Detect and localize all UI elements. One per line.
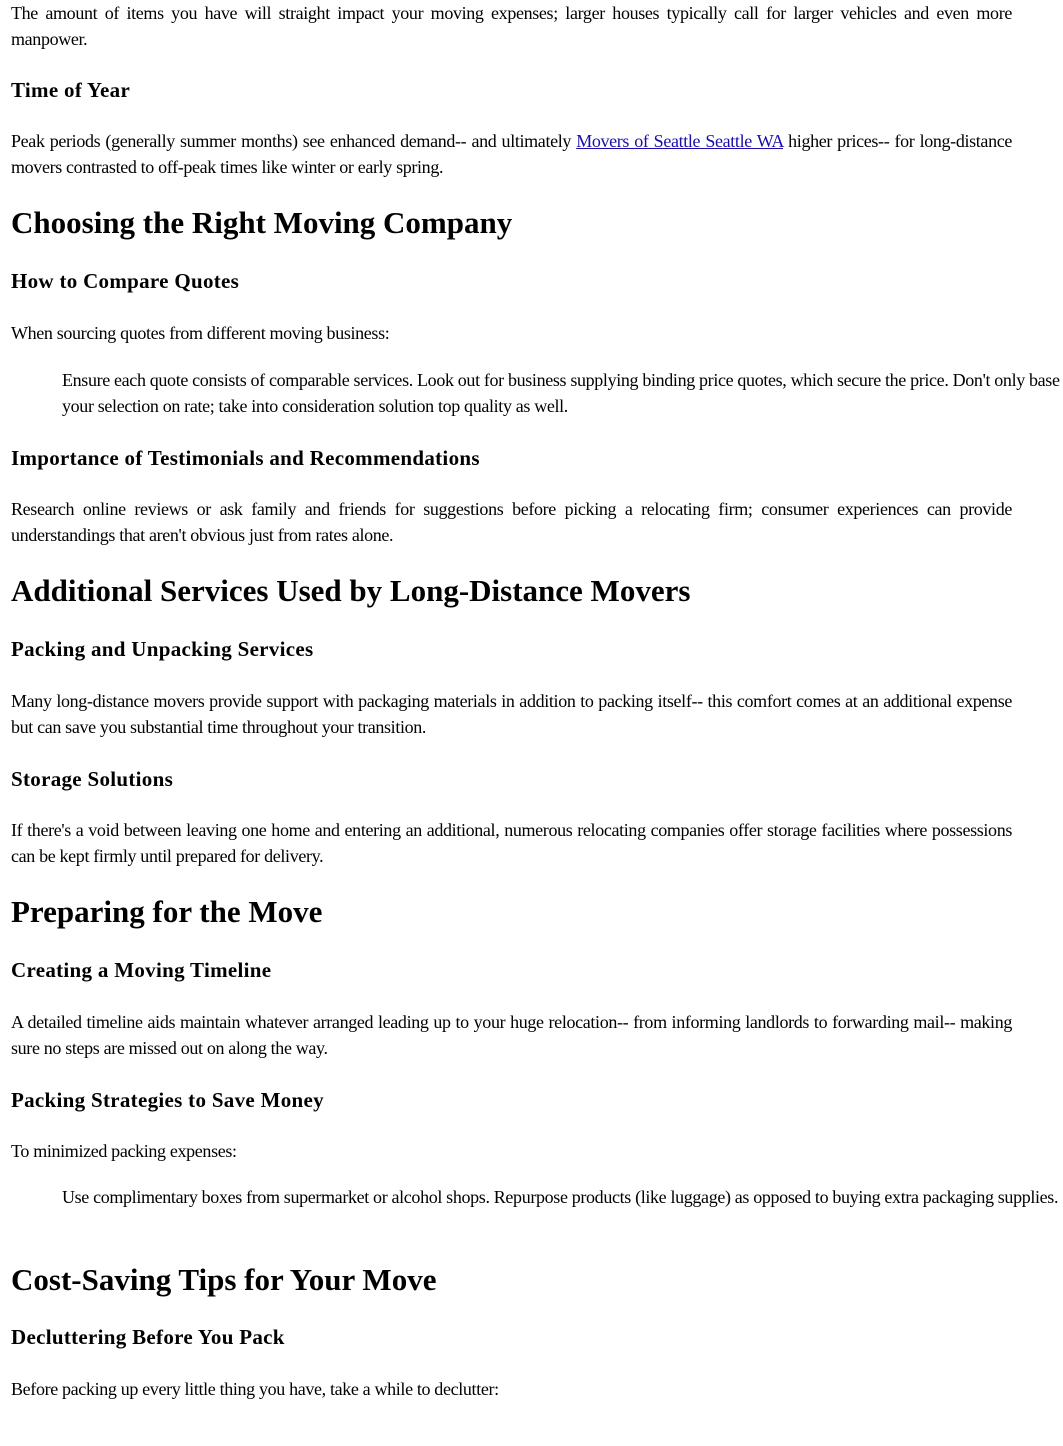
list-item-text: Ensure each quote consists of comparable services.	[62, 370, 413, 390]
heading-packing-strategies: Packing Strategies to Save Money	[11, 1088, 324, 1112]
movers-of-seattle-link[interactable]: Movers of Seattle Seattle WA	[576, 131, 783, 151]
storage-solutions-paragraph: If there's a void between leaving one home and entering an additional, numerous relocating companies offer storage facilities where possessions can be kept firmly until prepared for delivery.	[11, 820, 1012, 866]
moving-timeline-paragraph: A detailed timeline aids maintain whatever arranged leading up to your huge relocation-- from informing landlords to forwarding mail-- making sure no steps are missed out on along the way.	[11, 1012, 1012, 1058]
packing-strategies-list	[11, 1184, 1063, 1210]
list-item-text: Look out for business supplying binding price quotes, which secure the price.	[417, 370, 949, 390]
decluttering-paragraph: Before packing up every little thing you have, take a while to declutter:	[11, 1379, 499, 1399]
heading-decluttering-before-you-pack: Decluttering Before You Pack	[11, 1325, 285, 1349]
list-item	[62, 1184, 1063, 1210]
packing-services-paragraph: Many long-distance movers provide support with packaging materials in addition to packing itself-- this comfort comes at an additional expense but can save you substantial time throughout your transition.	[11, 691, 1012, 737]
packing-strategies-paragraph: To minimized packing expenses:	[11, 1141, 237, 1161]
heading-storage-solutions: Storage Solutions	[11, 767, 174, 791]
heading-preparing-for-the-move: Preparing for the Move	[11, 894, 323, 929]
heading-importance-of-testimonials: Importance of Testimonials and Recommendations	[11, 446, 480, 470]
heading-choosing-right-moving-company: Choosing the Right Moving Company	[11, 205, 513, 240]
time-of-year-text-before: Peak periods (generally summer months) see enhanced demand-- and ultimately	[11, 131, 577, 151]
compare-quotes-paragraph: When sourcing quotes from different moving business:	[11, 323, 390, 343]
intro-paragraph: The amount of items you have will straight impact your moving expenses; larger houses typically call for larger vehicles and even more manpower.	[11, 3, 1012, 49]
heading-cost-saving-tips: Cost-Saving Tips for Your Move	[11, 1262, 437, 1297]
heading-time-of-year: Time of Year	[11, 78, 131, 102]
heading-how-to-compare-quotes: How to Compare Quotes	[11, 269, 240, 293]
list-item	[62, 367, 1063, 419]
compare-quotes-list	[11, 367, 1063, 419]
list-item-text: Repurpose products (like luggage) as opposed to buying extra packaging supplies.	[493, 1187, 1059, 1207]
time-of-year-text-after: higher prices-- for long-distance movers contrasted to off-peak times like winter or early spring.	[11, 131, 1012, 177]
list-item-text: Use complimentary boxes from supermarket or alcohol shops.	[62, 1187, 490, 1207]
heading-packing-unpacking-services: Packing and Unpacking Services	[11, 637, 314, 661]
heading-creating-moving-timeline: Creating a Moving Timeline	[11, 958, 272, 982]
testimonials-paragraph: Research online reviews or ask family and friends for suggestions before picking a relocating firm; consumer experiences can provide understandings that aren't obvious just from rates alone.	[11, 499, 1012, 545]
list-item-text: Don't only base your selection on rate; take into consideration solution top quality as well.	[62, 370, 1060, 416]
time-of-year-paragraph	[11, 128, 1012, 180]
heading-additional-services: Additional Services Used by Long-Distance Movers	[11, 573, 691, 608]
